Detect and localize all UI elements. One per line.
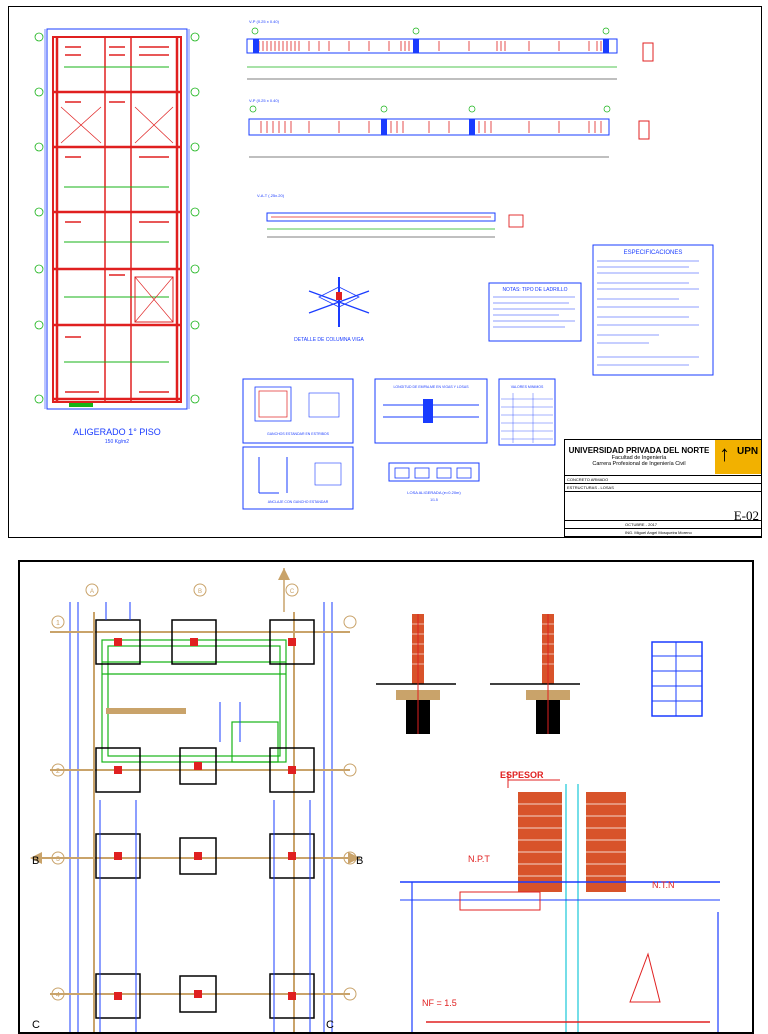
plan-title: ALIGERADO 1° PISO	[73, 427, 161, 437]
column-beam-detail	[309, 277, 369, 327]
beam3-label: V-A-T (.25x.20)	[257, 193, 285, 198]
espesor-label: ESPESOR	[500, 770, 544, 780]
detail-e	[389, 463, 479, 481]
notes-title: NOTAS: TIPO DE LADRILLO	[502, 287, 568, 293]
beam1-label: V-P (0.25 x 0.40)	[249, 19, 279, 24]
wall-foundation-section	[400, 772, 720, 1032]
detail-e-sub: 1/1.5	[430, 498, 438, 502]
upn-arrow-icon: ↑	[719, 441, 730, 466]
column-anchorage-detail-2	[490, 614, 580, 734]
column-detail-caption: DETALLE DE COLUMNA VIGA	[294, 337, 364, 343]
axis-label-2: 2	[56, 768, 60, 775]
detail-b-caption: ANCLAJE CON GANCHO ESTANDAR	[267, 500, 329, 504]
detail-a-caption: GANCHOS ESTANDAR EN ESTRIBOS	[267, 432, 329, 436]
specs-box	[593, 245, 713, 375]
sheet-code: E-02	[733, 508, 759, 523]
section-b-left: B	[32, 855, 40, 867]
grid-label-b: B	[197, 589, 203, 595]
axis-label-1: 1	[56, 620, 60, 627]
anchorage-table	[652, 642, 702, 716]
section-b-right: B	[356, 855, 364, 867]
plan-subtitle: 150 Kg/m2	[104, 439, 130, 445]
beam2-label: V-P (0.25 x 0.40)	[249, 98, 279, 103]
detail-e-caption: LOSA ALIGERADA (e=0.20m)	[407, 490, 461, 495]
nf-label: NF = 1.5	[422, 998, 457, 1008]
beam-elevation-1	[247, 19, 653, 79]
npt-label: N.P.T	[468, 854, 490, 864]
drawing-sheet-2	[18, 560, 754, 1034]
faculty-name: Facultad de Ingeniería	[611, 455, 667, 461]
title-block	[564, 439, 762, 537]
floor-plan	[35, 29, 199, 409]
drawing-sheet-1	[8, 6, 762, 538]
detail-c-caption: LONGITUD DE EMPALME EN VIGAS Y LOSAS	[393, 385, 469, 389]
upn-logo-text: UPN	[737, 446, 759, 457]
beam-elevation-2	[249, 98, 649, 157]
sheet2-drawing	[20, 562, 752, 1032]
section-c-right: C	[326, 1019, 334, 1031]
beam-elevation-3	[257, 193, 523, 237]
grid-label-c: C	[289, 589, 295, 595]
specs-title: ESPECIFICACIONES	[623, 250, 683, 256]
plan-name: ESTRUCTURAS - LOSAS	[567, 485, 614, 490]
ntn-label: N.T.N	[652, 880, 675, 890]
date-text: OCTUBRE - 2017	[625, 522, 658, 527]
upn-logo	[715, 440, 761, 474]
course-name: CONCRETO ARMADO	[567, 477, 609, 482]
axis-label-3: 3	[56, 856, 60, 863]
axis-label-4: 4	[56, 992, 60, 999]
foundation-plan	[30, 568, 360, 1032]
column-anchorage-detail-1	[376, 614, 456, 734]
grid-label-a: A	[89, 589, 95, 595]
university-name: UNIVERSIDAD PRIVADA DEL NORTE	[568, 446, 710, 455]
detail-d-caption: VALORES MINIMOS	[510, 385, 544, 389]
section-c-left: C	[32, 1019, 40, 1031]
university-block	[565, 440, 713, 474]
teacher-name: ING. Miguel Angel Mosqueira Moreno	[625, 530, 692, 535]
career-name: Carrera Profesional de Ingeniería Civil	[592, 461, 686, 467]
